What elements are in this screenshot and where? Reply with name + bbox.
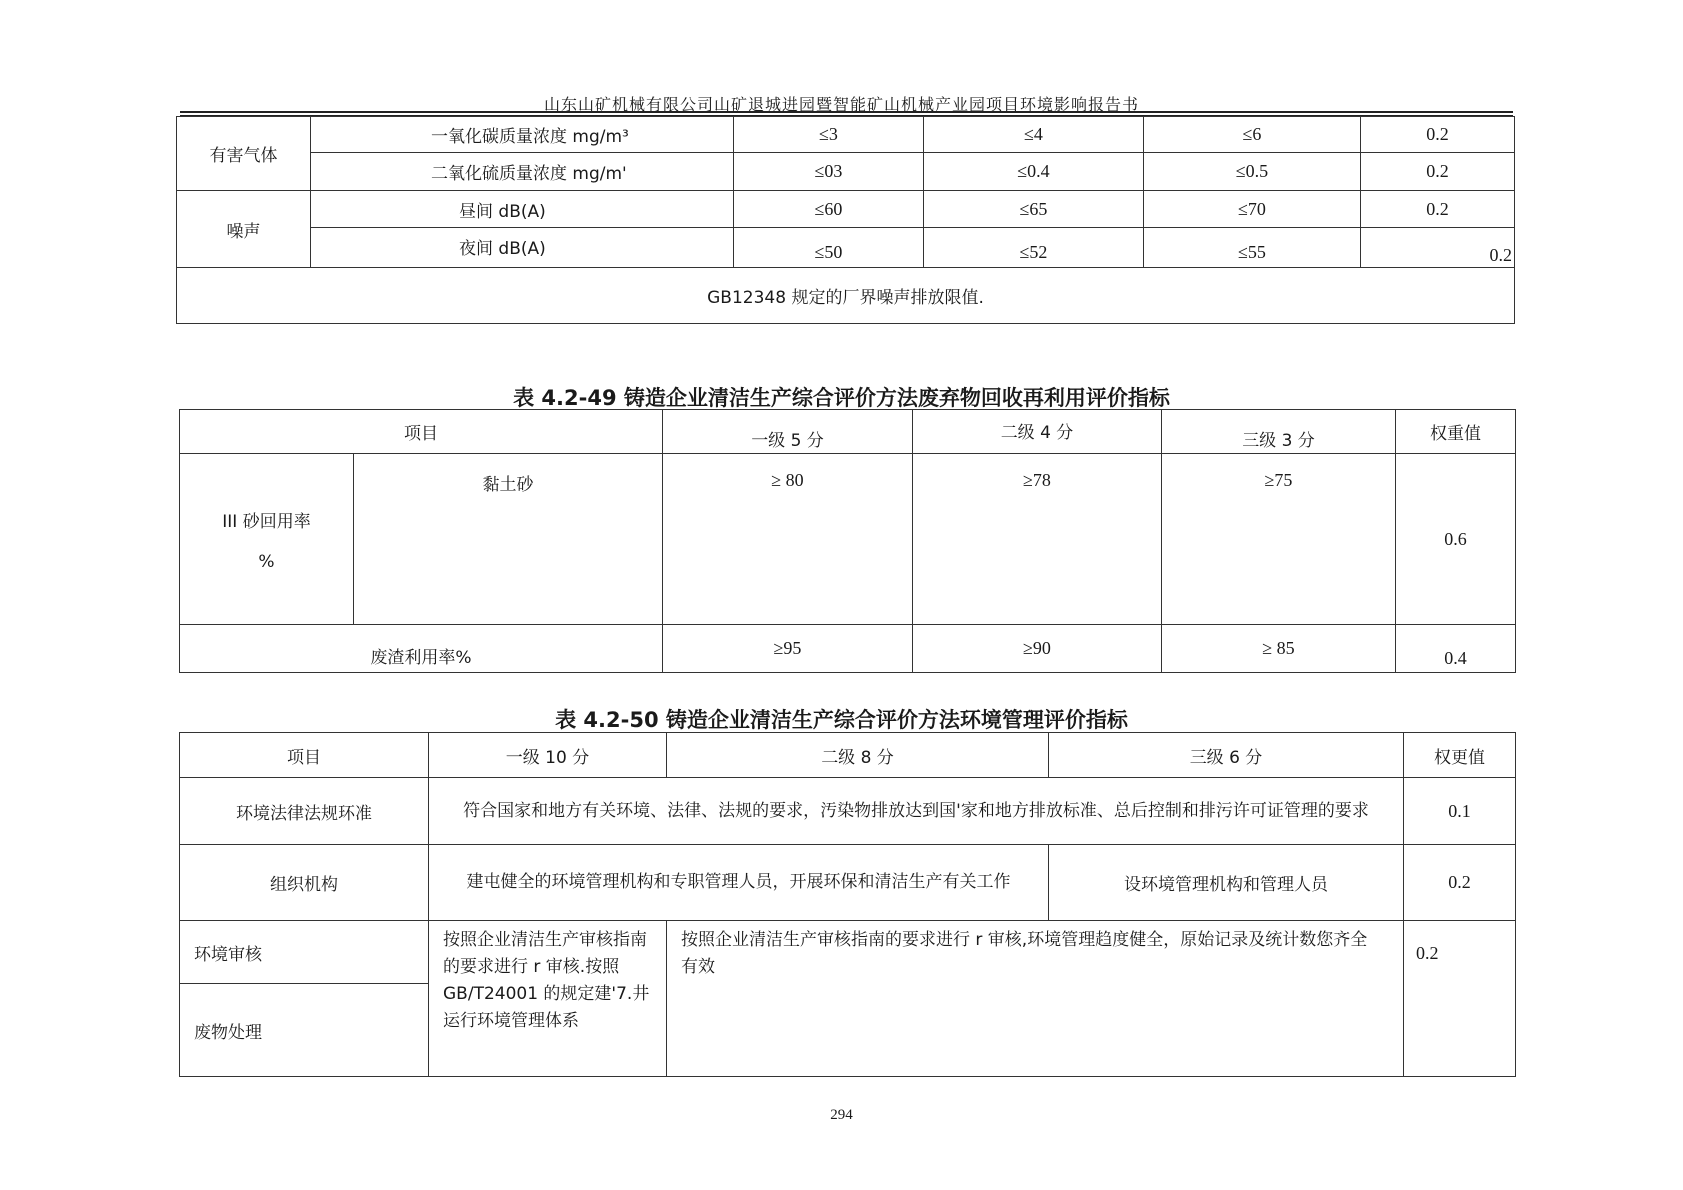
content-cell: 符合国家和地方有关环境、法律、法规的要求，汚染物排放达到国'家和地方排放标准、总后控制和排污许可证管理的要求 xyxy=(429,778,1404,845)
weight-cell: 0.2 xyxy=(1404,845,1516,921)
weight-cell: 0.2 xyxy=(1361,153,1515,191)
document-header: 山东山矿机械有限公司山矿退城进园暨智能矿山机械产业园项目环境影响报告书 xyxy=(543,95,1139,114)
weight-cell: 0.6 xyxy=(1396,454,1516,625)
header-level1: 一级 5 分 xyxy=(663,410,913,454)
level2-cell: ≤0.4 xyxy=(924,153,1144,191)
level3-cell: ≤70 xyxy=(1144,191,1361,228)
header-level3: 三级 3 分 xyxy=(1162,410,1396,454)
header-weight: 权重值 xyxy=(1396,410,1516,454)
category-cell xyxy=(180,454,354,625)
weight-cell: 0.2 xyxy=(1361,228,1515,268)
table-continued xyxy=(176,116,1515,324)
content-cell: 按照企业清洁生产审核指南的要求进行 r 审核.按照 GB/T24001 的规定建'7.井运行环境管理体系 xyxy=(429,921,667,1077)
header-rule xyxy=(180,111,1513,113)
level3-cell: ≥75 xyxy=(1162,454,1396,625)
weight-cell: 0.1 xyxy=(1404,778,1516,845)
table-row xyxy=(177,153,1515,191)
table-row xyxy=(180,625,1516,673)
table-row xyxy=(177,268,1515,324)
header-weight: 权更值 xyxy=(1404,733,1516,778)
caption-text: 铸造企业清洁生产综合评价方法废弃物回收再利用评价指标 xyxy=(623,386,1170,410)
level1-cell: ≤60 xyxy=(734,191,924,228)
item-cell: 一氧化碳质量浓度 mg/m³ xyxy=(311,117,734,153)
table-50 xyxy=(179,732,1516,1077)
table-row xyxy=(177,228,1515,268)
table-row xyxy=(180,454,1516,625)
level2-cell: ≤52 xyxy=(924,228,1144,268)
table-row xyxy=(180,845,1516,921)
item-cell: 环境审核 xyxy=(180,921,429,984)
header-level3: 三级 6 分 xyxy=(1049,733,1404,778)
level1-cell: ≤03 xyxy=(734,153,924,191)
content-cell: 按照企业清洁生产审核指南的要求进行 r 审核,环境管理趋度健全，原始记录及统计数您齐全有效 xyxy=(667,921,1404,1077)
item-cell: 环境法律法规环准 xyxy=(180,778,429,845)
weight-cell: 0.4 xyxy=(1396,625,1516,673)
level1-cell: ≤3 xyxy=(734,117,924,153)
table-49 xyxy=(179,409,1516,673)
table-row xyxy=(177,191,1515,228)
category-cell: 噪声 xyxy=(177,191,311,268)
item-cell: 夜间 dB(A) xyxy=(311,228,734,268)
item-cell: 二氧化硫质量浓度 mg/m' xyxy=(311,153,734,191)
caption-text: 铸造企业清洁生产综合评价方法环境管理评价指标 xyxy=(665,708,1128,732)
table-header-row xyxy=(180,733,1516,778)
weight-cell: 0.2 xyxy=(1361,191,1515,228)
item-cell: 组织机构 xyxy=(180,845,429,921)
table-49-caption xyxy=(0,382,1683,412)
level3-cell: ≤6 xyxy=(1144,117,1361,153)
category-label: III 砂回用率 xyxy=(222,511,311,532)
weight-cell: 0.2 xyxy=(1404,921,1516,1077)
table-row xyxy=(177,117,1515,153)
level2-cell: ≥90 xyxy=(913,625,1162,673)
level3-cell: ≥ 85 xyxy=(1162,625,1396,673)
level1-cell: ≤50 xyxy=(734,228,924,268)
content-cell: 设环境管理机构和管理人员 xyxy=(1049,845,1404,921)
page-number: 294 xyxy=(830,1107,853,1123)
level2-cell: ≤4 xyxy=(924,117,1144,153)
content-cell: 建屯健全的环境管理机构和专职管理人员，开展环保和清洁生产有关工作 xyxy=(429,845,1049,921)
level2-cell: ≤65 xyxy=(924,191,1144,228)
table-row xyxy=(180,778,1516,845)
header-level1: 一级 10 分 xyxy=(429,733,667,778)
header-level2: 二级 4 分 xyxy=(913,410,1162,454)
level3-cell: ≤0.5 xyxy=(1144,153,1361,191)
table-50-caption xyxy=(0,704,1683,734)
header-item: 项目 xyxy=(180,733,429,778)
note-cell: GB12348 规定的厂界噪声排放限值. xyxy=(177,268,1515,324)
header-level2: 二级 8 分 xyxy=(667,733,1049,778)
level2-cell: ≥78 xyxy=(913,454,1162,625)
caption-prefix: 表 4.2-50 xyxy=(555,708,659,732)
level3-cell: ≤55 xyxy=(1144,228,1361,268)
table-header-row xyxy=(180,410,1516,454)
category-unit: % xyxy=(258,551,275,572)
level1-cell: ≥95 xyxy=(663,625,913,673)
header-item: 项目 xyxy=(180,410,663,454)
item-cell: 黏土砂 xyxy=(354,454,663,625)
caption-prefix: 表 4.2-49 xyxy=(513,386,617,410)
table-row xyxy=(180,921,1516,984)
weight-cell: 0.2 xyxy=(1361,117,1515,153)
category-cell: 有害气体 xyxy=(177,117,311,191)
level1-cell: ≥ 80 xyxy=(663,454,913,625)
item-cell: 昼间 dB(A) xyxy=(311,191,734,228)
item-cell: 废物处理 xyxy=(180,984,429,1077)
item-cell: 废渣利用率% xyxy=(180,625,663,673)
